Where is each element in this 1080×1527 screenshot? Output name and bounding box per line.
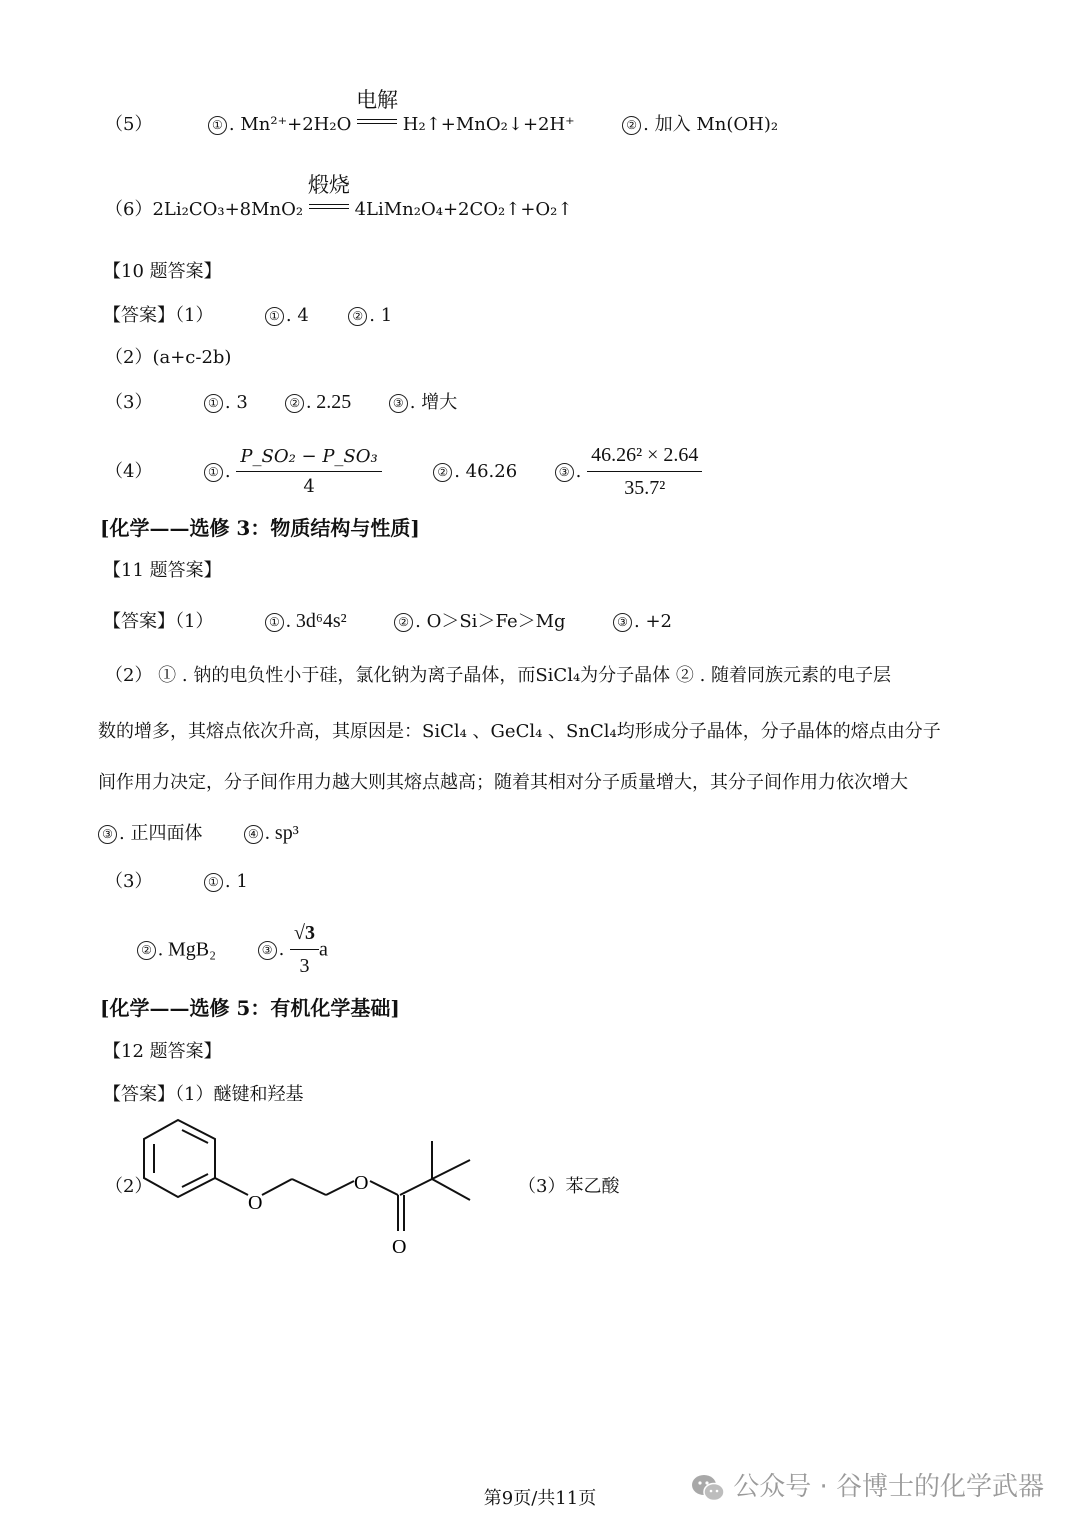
q11-part2-line2: 数的增多，其熔点依次升高，其原因是：SiCl₄ 、GeCl₄ 、SnCl₄均形成分子晶体，分子晶体的熔点由分子	[98, 721, 941, 742]
reaction-condition: 电解	[356, 88, 399, 112]
answer-3: . +2	[634, 611, 673, 632]
section-title-elective-3: [化学——选修 3：物质结构与性质]	[100, 516, 420, 540]
circled-4: ④	[244, 825, 263, 844]
q12-part1: 【答案】（1）醚键和羟基	[103, 1084, 304, 1105]
part-number: （3）	[105, 392, 153, 413]
circled-1: ①	[265, 307, 284, 326]
circled-2: ②	[285, 394, 304, 413]
fraction-numerator: P_SO₂ − P_SO₃	[236, 445, 381, 472]
answer-2: . 46.26	[454, 460, 518, 482]
circled-2: ②	[394, 613, 413, 632]
chain-bonds	[215, 1141, 470, 1231]
circled-1: ①	[204, 394, 223, 413]
fraction-3	[587, 442, 702, 501]
q9-part6	[105, 173, 573, 220]
answer-4: . sp³	[264, 822, 299, 844]
circled-2: ②	[433, 463, 452, 482]
q11-part2-line3: 间作用力决定，分子间作用力越大则其熔点越高；随着其相对分子质量增大，其分子间作用力依次增大	[98, 772, 908, 793]
q10-part1	[103, 307, 392, 326]
circled-1: ①	[204, 463, 223, 482]
fraction-denominator: 3	[299, 955, 310, 977]
q12-part3: （3）苯乙酸	[518, 1176, 620, 1197]
circled-2: ②	[348, 307, 367, 326]
q11-part3	[105, 873, 248, 892]
answer-1: . 4	[285, 305, 309, 326]
ester-oxygen: O	[354, 1172, 369, 1194]
q11-header: 【11 题答案】	[103, 560, 222, 581]
answer-2: . 2.25	[306, 391, 352, 413]
equation-rhs: H₂↑+MnO₂↓+2H⁺	[402, 114, 575, 135]
fraction-denominator: 4	[303, 476, 315, 497]
fraction-1	[236, 445, 381, 499]
q11-part1	[103, 611, 672, 632]
fraction-sqrt3-over-3	[290, 920, 319, 979]
equation-lhs: Mn²⁺+2H₂O	[240, 114, 352, 135]
part-number: （4）	[105, 460, 153, 482]
q9-part5: （5） ① . Mn²⁺+2H₂O 电解 H₂↑+MnO₂↓+2H⁺ ② . 加入 Mn(OH)₂	[105, 88, 779, 135]
circled-1: ①	[204, 873, 223, 892]
wechat-icon	[691, 1474, 725, 1502]
part-number: （5）	[105, 114, 153, 135]
benzene-ring	[144, 1120, 215, 1197]
q12-header: 【12 题答案】	[103, 1041, 222, 1062]
fraction-numerator: 46.26² × 2.64	[587, 442, 702, 472]
q10-part2: （2）(a+c-2b)	[105, 347, 232, 368]
part-number: （3）	[105, 871, 153, 892]
q10-header: 【10 题答案】	[103, 261, 222, 282]
carbonyl-oxygen: O	[392, 1236, 407, 1258]
q11-part3-cont: ② . MgB₂ ③ . $\frac{√3}{3}$ a	[137, 920, 328, 979]
answer-1: . 1	[224, 871, 248, 892]
answer-2: . O＞Si＞Fe＞Mg	[415, 611, 566, 632]
answer-2: 加入 Mn(OH)₂	[654, 114, 779, 135]
reaction-arrow	[307, 173, 350, 219]
answer-1: . 3d⁶4s²	[285, 610, 347, 632]
equation-lhs: 2Li₂CO₃+8MnO₂	[152, 199, 304, 220]
watermark	[691, 1466, 1044, 1503]
circled-2: ②	[137, 941, 156, 960]
circled-1: ①	[208, 116, 227, 135]
circled-3: ③	[389, 394, 408, 413]
answer-2: . 1	[369, 305, 393, 326]
section-title-elective-5: [化学——选修 5：有机化学基础]	[100, 996, 400, 1020]
reaction-arrow	[356, 88, 399, 134]
circled-2: ②	[622, 116, 641, 135]
answer-prefix: 【答案】（1）	[103, 305, 214, 326]
watermark-text: 公众号 · 谷博士的化学武器	[733, 1472, 1044, 1502]
circled-3: ③	[98, 825, 117, 844]
fraction-numerator: √3	[290, 920, 319, 950]
ether-oxygen: O	[248, 1192, 263, 1214]
part-number: （6）	[105, 199, 153, 220]
page-number: 第9页/共11页	[483, 1488, 597, 1509]
answer-prefix: 【答案】（1）	[103, 611, 214, 632]
circled-3: ③	[613, 613, 632, 632]
q10-part4: （4） ① . $\frac{\text{P\_SO₂ − P\_SO₃}}{4}$ ② . 46.26 ③ . $\frac{\text{46.26² × 2.64}}{\text{35.7²}}$	[105, 442, 702, 501]
q11-part2-line4	[98, 823, 299, 844]
circled-3: ③	[555, 463, 574, 482]
reaction-condition: 煅烧	[307, 173, 350, 197]
answer-3: . 正四面体	[119, 823, 203, 844]
answer-3: . 增大	[409, 392, 458, 413]
q11-part2-line1: （2） ① . 钠的电负性小于硅，氯化钠为离子晶体，而SiCl₄为分子晶体 ② . 随着同族元素的电子层	[105, 665, 892, 686]
circled-3: ③	[258, 941, 277, 960]
q12-part2-number: （2）	[105, 1176, 153, 1197]
circled-1: ①	[265, 613, 284, 632]
structural-formula	[140, 1115, 490, 1260]
q10-part3	[105, 392, 457, 413]
equation-rhs: 4LiMn₂O₄+2CO₂↑+O₂↑	[354, 199, 573, 220]
answer-2: . MgB₂	[158, 938, 217, 961]
fraction-denominator: 35.7²	[624, 477, 666, 499]
answer-1: . 3	[224, 392, 248, 413]
fraction-suffix: a	[319, 938, 328, 961]
